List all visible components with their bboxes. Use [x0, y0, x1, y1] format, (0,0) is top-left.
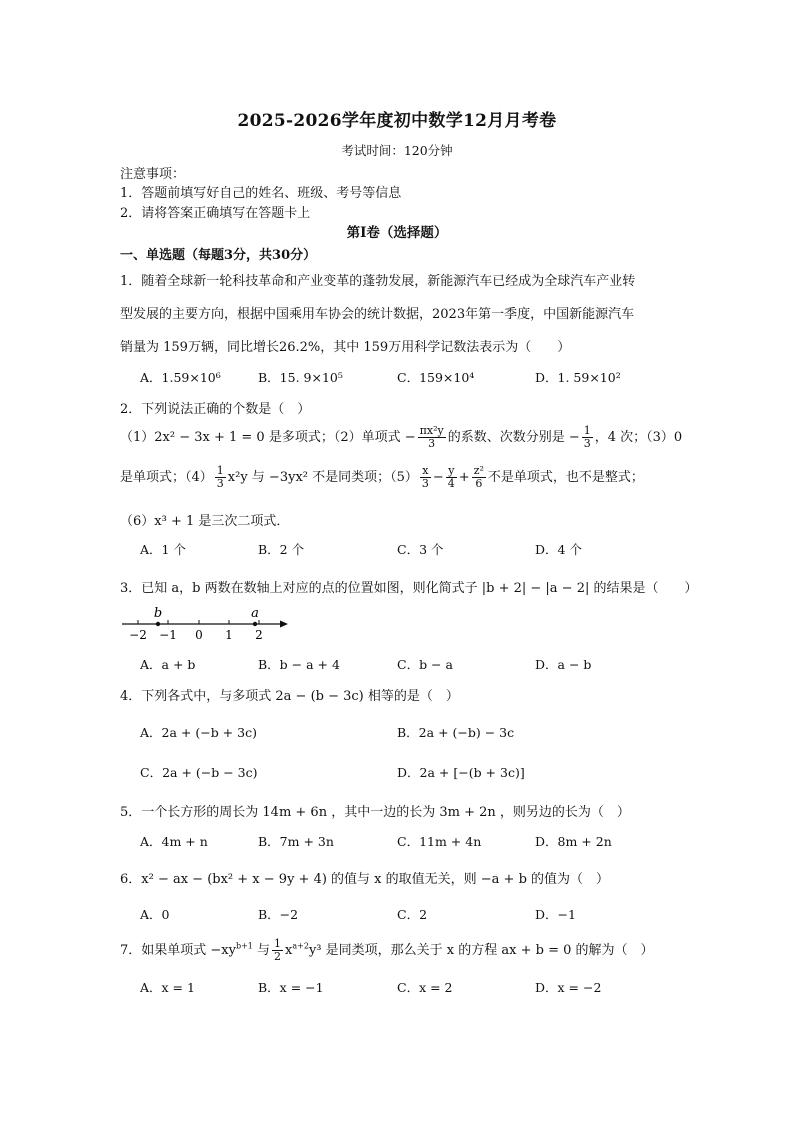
- q1-option-a[interactable]: A．1.59×10⁶: [140, 370, 221, 385]
- q2-fraction-1: [418, 425, 446, 450]
- q3-number-line: [122, 604, 292, 644]
- page-title: 2025-2026学年度初中数学12月月考卷: [237, 111, 557, 131]
- q4-stem: 4．下列各式中，与多项式 2a − (b − 3c) 相等的是（ ）: [120, 689, 459, 704]
- q6-stem: 6．x² − ax − (bx² + x − 9y + 4) 的值与 x 的取值无关，则 −a + b 的值为（ ）: [120, 872, 610, 887]
- q4-option-d[interactable]: D．2a + [−(b + 3c)]: [397, 765, 525, 780]
- point-b: [156, 622, 160, 626]
- axis-arrow-icon: [280, 621, 288, 628]
- q2-frac2-den: 3: [583, 437, 591, 450]
- q2-frac4-num: x: [420, 465, 431, 478]
- q3-option-b[interactable]: B．b − a + 4: [258, 657, 340, 672]
- q2-frac1-den: 3: [428, 437, 436, 450]
- q1-line-2: 型发展的主要方向，根据中国乘用车协会的统计数据，2023年第一季度，中国新能源汽车: [120, 307, 635, 322]
- exam-time: 考试时间：120分钟: [341, 143, 453, 158]
- notice-heading: 注意事项：: [120, 167, 186, 182]
- q4-option-a[interactable]: A．2a + (−b + 3c): [140, 725, 257, 740]
- q2-frac1-num: πx²y: [419, 424, 444, 437]
- q1-line-3: 销量为 159万辆，同比增长26.2%，其中 159万用科学记数法表示为（ ）: [120, 340, 571, 355]
- q2-stem: 2．下列说法正确的个数是（ ）: [120, 402, 311, 417]
- q7-sup-2: a+2: [292, 941, 309, 951]
- q7-option-d[interactable]: D．x = −2: [535, 980, 602, 995]
- q2-frac4-den: 3: [421, 477, 429, 490]
- q6-option-c[interactable]: C．2: [397, 907, 428, 922]
- q2-frac3-num: 1: [216, 464, 224, 477]
- q7-option-a[interactable]: A．x = 1: [140, 980, 195, 995]
- q2-line2-text-c: 不是单项式，也不是整式；: [487, 470, 644, 485]
- q2-line1-text-b: 的系数、次数分别是 −: [447, 430, 580, 445]
- q7-frac-num: 1: [274, 937, 282, 950]
- q2-line1-text-a: （1）2x² − 3x + 1 = 0 是多项式；（2）单项式 −: [120, 430, 416, 445]
- notice-item-1: 1．答题前填写好自己的姓名、班级、考号等信息: [120, 186, 402, 201]
- q1-line-1: 1．随着全球新一轮科技革命和产业变革的蓬勃发展，新能源汽车已经成为全球汽车产业转: [120, 274, 636, 289]
- q2-line1-text-c: ，4 次；（3）0: [594, 430, 683, 445]
- q2-line2-text-b: x²y 与 −3yx² 不是同类项；（5）: [227, 470, 418, 485]
- q7-option-b[interactable]: B．x = −1: [258, 980, 324, 995]
- q6-option-d[interactable]: D．−1: [535, 907, 576, 922]
- q4-option-b[interactable]: B．2a + (−b) − 3c: [397, 725, 515, 740]
- notice-item-2: 2．请将答案正确填写在答题卡上: [120, 206, 311, 221]
- q7-option-c[interactable]: C．x = 2: [397, 980, 453, 995]
- q2-line2-text-a: 是单项式；（4）: [120, 470, 213, 485]
- volume-title: 第I卷（选择题）: [346, 225, 448, 241]
- q2-frac6-num: z²: [473, 464, 484, 477]
- q3-stem: 3．已知 a，b 两数在数轴上对应的点的位置如图，则化简式子 |b + 2| − |a − 2| 的结果是（ ）: [120, 581, 698, 596]
- q2-fraction-5: [446, 465, 457, 490]
- q3-option-a[interactable]: A．a + b: [140, 657, 196, 672]
- point-a-label: a: [251, 606, 259, 621]
- q2-frac5-den: 4: [447, 477, 455, 490]
- q5-stem: 5．一个长方形的周长为 14m + 6n ，其中一边的长为 3m + 2n ，则另边的长为（ ）: [120, 805, 630, 820]
- q2-option-a[interactable]: A．1 个: [140, 542, 186, 557]
- q2-frac2-num: 1: [583, 424, 591, 437]
- q6-option-a[interactable]: A．0: [140, 907, 170, 922]
- q5-option-a[interactable]: A．4m + n: [140, 834, 208, 849]
- q7-fraction: [272, 938, 283, 963]
- q1-option-b[interactable]: B．15. 9×10⁵: [258, 370, 343, 385]
- section-title: 一、单选题（每题3分，共30分）: [120, 248, 317, 263]
- tick-label: −1: [159, 628, 177, 642]
- point-a: [253, 622, 257, 626]
- tick-label: 1: [225, 628, 233, 642]
- q7-frac-den: 2: [274, 950, 282, 963]
- tick-label: 0: [195, 628, 203, 642]
- point-b-label: b: [153, 606, 163, 621]
- q7-text-d: y³ 是同类项，那么关于 x 的方程 ax + b = 0 的解为（ ）: [308, 943, 654, 958]
- q7-text-b: 与: [252, 943, 271, 958]
- q6-option-b[interactable]: B．−2: [258, 907, 299, 922]
- q3-option-d[interactable]: D．a − b: [535, 657, 592, 672]
- q5-option-c[interactable]: C．11m + 4n: [397, 834, 482, 849]
- q2-line-1: [120, 425, 682, 450]
- q5-option-d[interactable]: D．8m + 2n: [535, 834, 612, 849]
- q3-option-c[interactable]: C．b − a: [397, 657, 453, 672]
- q7-text-a: 7．如果单项式 −xy: [120, 943, 236, 958]
- tick-label: 2: [255, 628, 263, 642]
- q2-frac3-den: 3: [216, 477, 224, 490]
- tick-label: −2: [129, 628, 147, 642]
- q7-sup-1: b+1: [235, 941, 253, 951]
- q2-line-2: 是单项式；（4） $\frac{1}{3}$ x²y 与 −3yx² 不是同类项；（5） $\frac{x}{3}$ − $\frac{y}{4}$ + $\frac{\text{z²}}{6}$ 不是单项式，也不是整式；: [120, 464, 644, 490]
- q2-option-d[interactable]: D．4 个: [535, 542, 582, 557]
- q2-fraction-4: [420, 465, 431, 490]
- q2-frac5-num: y: [446, 465, 457, 478]
- q2-fraction-2: [582, 425, 593, 450]
- q7-stem: [120, 938, 654, 963]
- q7-text-c: x: [285, 943, 293, 958]
- q2-line-3: （6）x³ + 1 是三次二项式．: [120, 514, 290, 529]
- q2-frac6-den: 6: [475, 477, 483, 490]
- q5-option-b[interactable]: B．7m + 3n: [258, 834, 334, 849]
- q2-fraction-6: [472, 465, 486, 490]
- q1-option-d[interactable]: D．1. 59×10²: [535, 370, 621, 385]
- q2-option-b[interactable]: B．2 个: [258, 542, 305, 557]
- q2-fraction-3: [215, 465, 226, 490]
- q1-option-c[interactable]: C．159×10⁴: [397, 370, 475, 385]
- q2-option-c[interactable]: C．3 个: [397, 542, 444, 557]
- q4-option-c[interactable]: C．2a + (−b − 3c): [140, 765, 258, 780]
